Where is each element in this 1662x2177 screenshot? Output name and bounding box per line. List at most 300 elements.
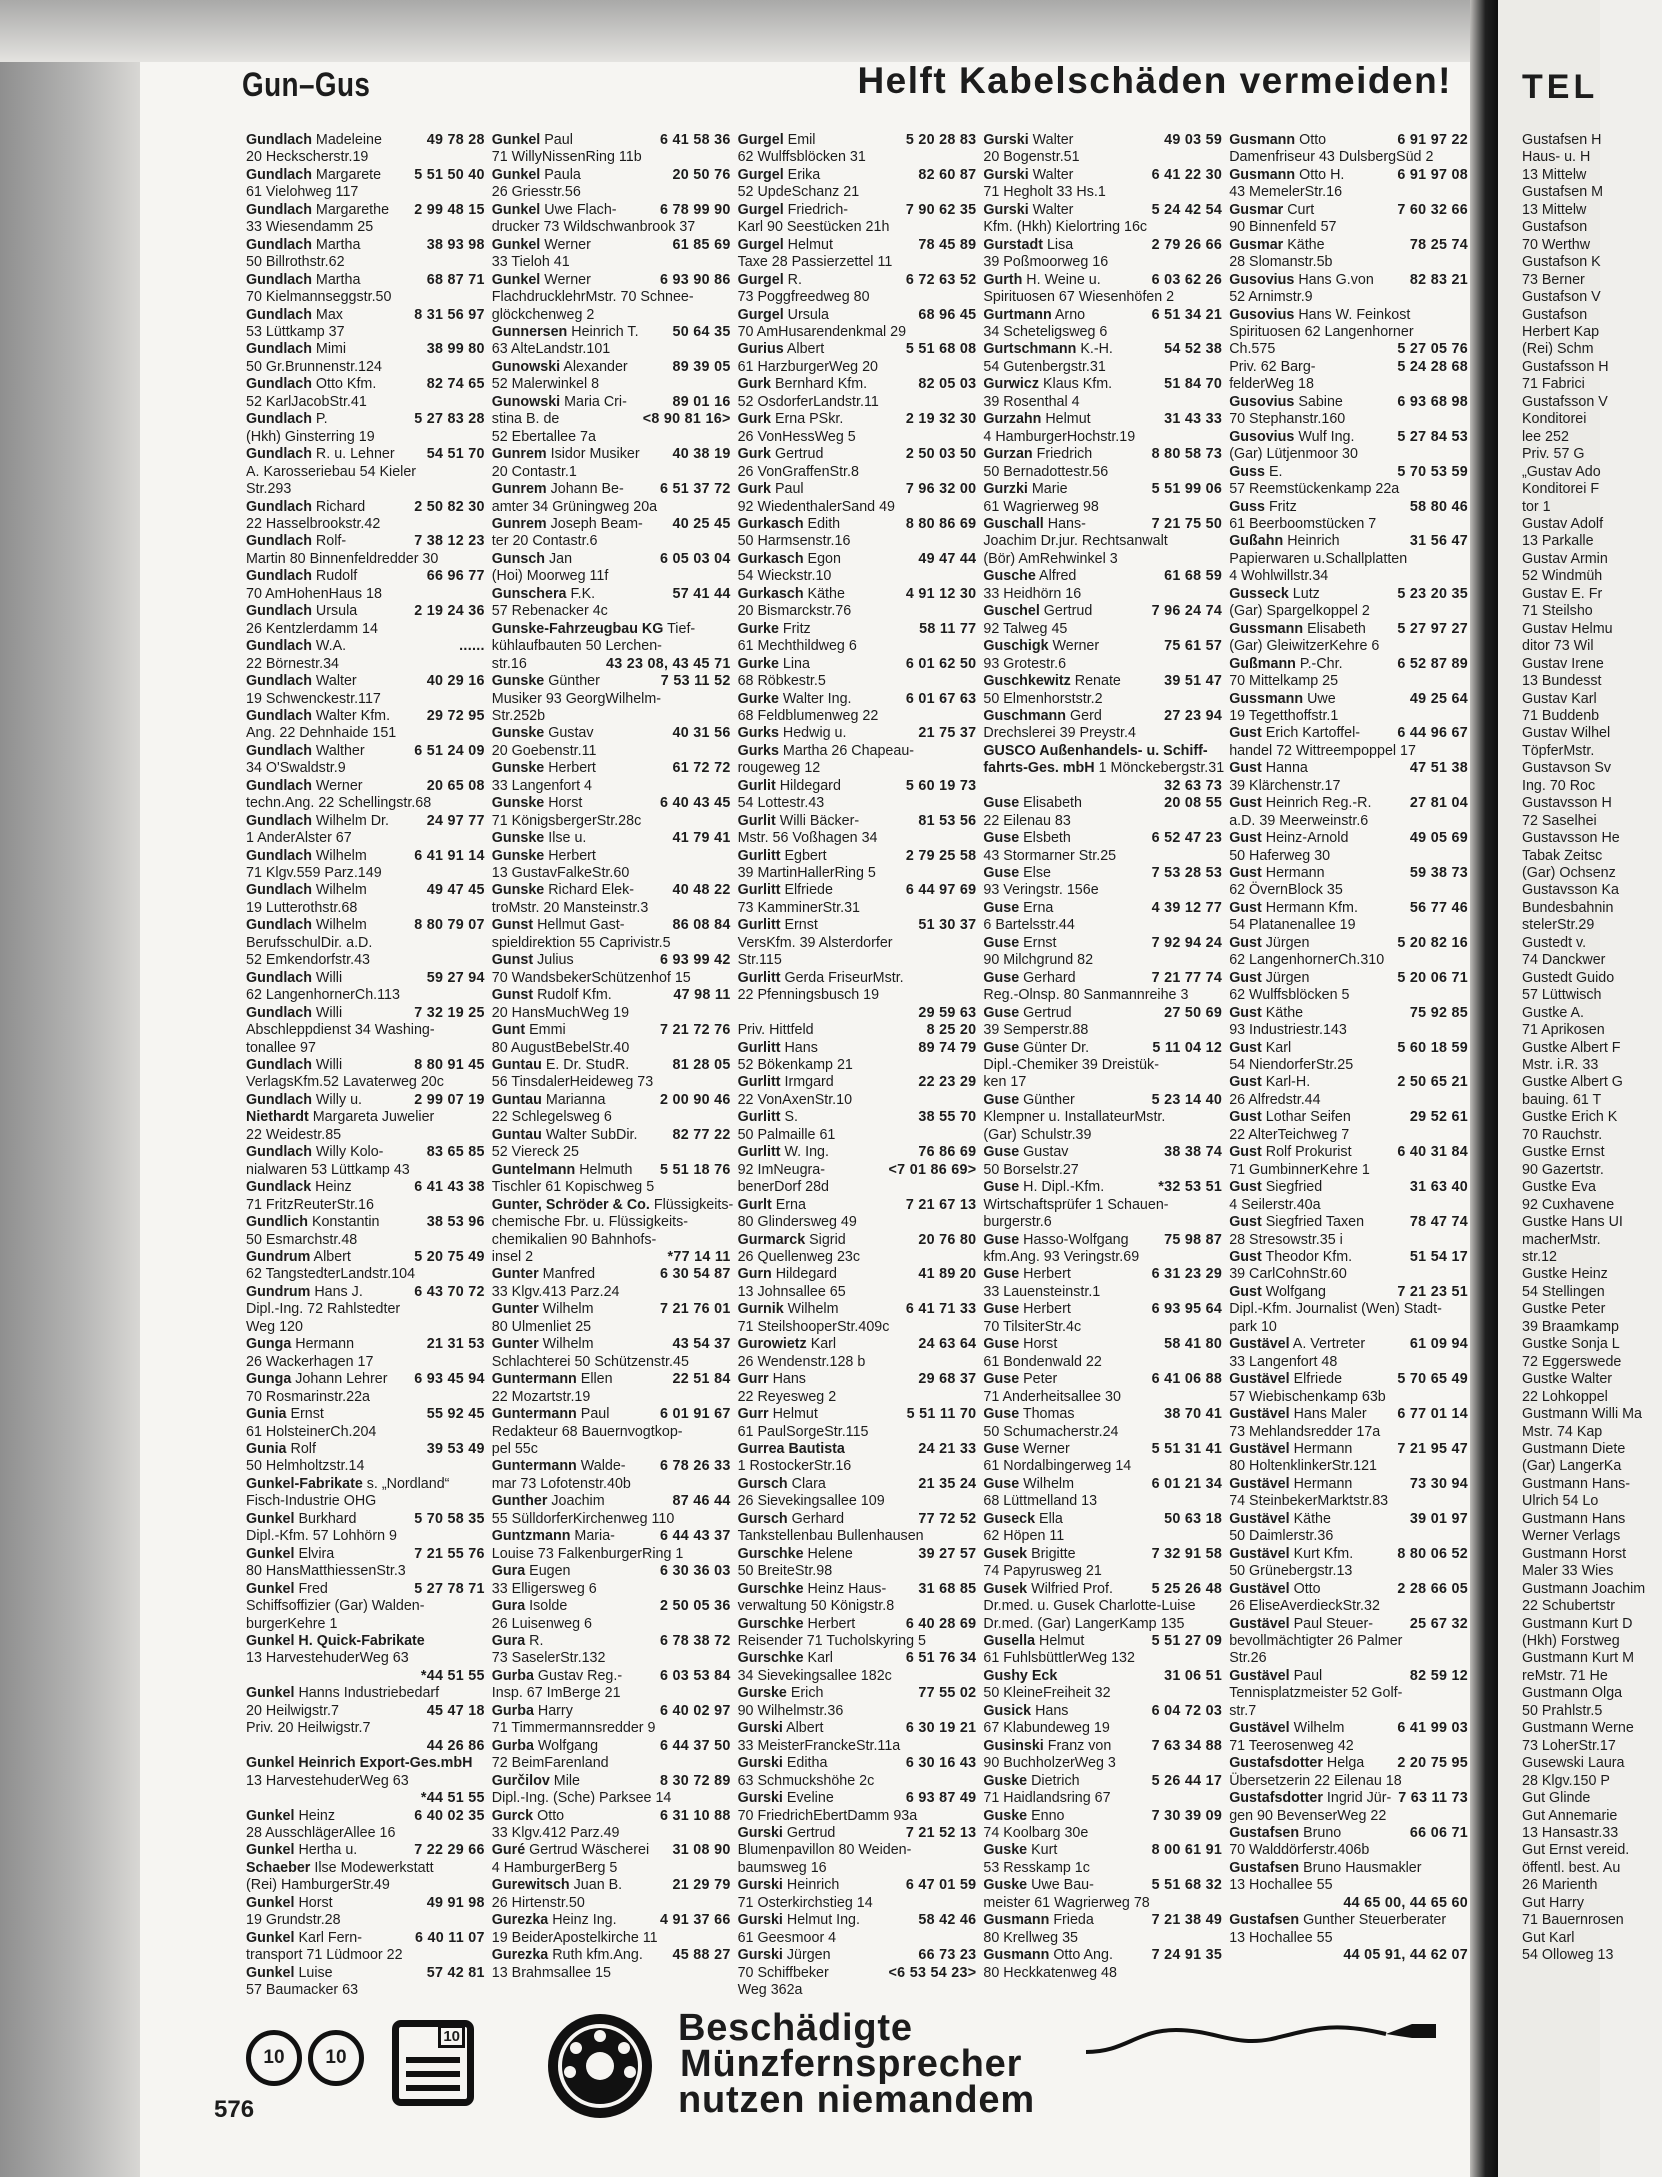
directory-entry [1229, 900, 1468, 917]
phone-number: 6 91 97 08 [1397, 166, 1468, 183]
directory-entry [1229, 149, 1468, 166]
entry-surname: Gurmarck [737, 1231, 806, 1248]
directory-entry [738, 656, 977, 673]
next-page-line: Gustke Albert F [1522, 1039, 1621, 1056]
entry-details: Flüssigkeits- [653, 1196, 734, 1213]
directory-entry [738, 970, 977, 987]
entry-details: chemische Fbr. u. Flüssigkeits- [491, 1214, 689, 1231]
entry-details: Gertrud [1043, 603, 1093, 620]
entry-surname: Gunske [491, 725, 545, 742]
directory-entry [983, 1511, 1222, 1528]
phone-number: 81 53 56 [918, 812, 977, 829]
next-page-line: Gut Karl [1522, 1929, 1575, 1946]
next-page-line: 73 Berner [1522, 271, 1585, 288]
entry-details: burgerstr.6 [983, 1214, 1052, 1231]
entry-details: Lina [782, 655, 810, 672]
entry-details: Otto H. [1299, 166, 1345, 183]
directory-column-2 [491, 132, 734, 1998]
entry-surname: Gundlack [246, 1179, 312, 1196]
phone-number: 31 68 85 [918, 1580, 977, 1597]
directory-entry [738, 499, 977, 516]
next-page-line: Gustmann Joachim [1522, 1580, 1646, 1597]
directory-entry [1229, 568, 1468, 585]
entry-details: Gerda FriseurMstr. [784, 969, 904, 986]
phone-number: 50 64 35 [672, 323, 731, 340]
next-page-line: 54 Olloweg 13 [1522, 1947, 1614, 1964]
directory-entry [1229, 219, 1468, 236]
directory-entry [1229, 1720, 1468, 1737]
phone-number: 4 91 12 30 [905, 585, 977, 602]
entry-details: Kfm. (Hkh) Kielortring 16c [983, 219, 1148, 236]
phone-number: 6 52 87 89 [1397, 655, 1468, 672]
entry-details: 19 BeiderApostelkirche 11 [491, 1929, 658, 1946]
entry-details: amter 34 Grüningweg 20a [491, 498, 658, 515]
entry-details: Werner [1052, 638, 1100, 655]
entry-details: spieldirektion 55 Caprivistr.5 [491, 934, 671, 951]
entry-surname: Gundlach [246, 638, 312, 655]
entry-details: Gertrud [1023, 1004, 1072, 1021]
entry-details: 33 Langenfort 4 [491, 777, 592, 794]
directory-entry [1229, 289, 1468, 306]
directory-entry [983, 1179, 1222, 1196]
directory-entry [246, 778, 485, 795]
entry-details: 71 Hegholt 33 Hs.1 [983, 184, 1106, 201]
entry-details: Eveline [786, 1790, 834, 1807]
entry-surname: Gustävel [1229, 1336, 1290, 1353]
directory-entry [983, 533, 1222, 550]
directory-entry [492, 1057, 731, 1074]
entry-details: str.7 [1229, 1702, 1257, 1719]
directory-entry [246, 568, 485, 585]
entry-surname: Gundlach [246, 969, 312, 986]
entry-surname: GUSCO Außenhandels- u. Schiff- [983, 742, 1208, 759]
entry-details: Heinz Ing. [552, 1912, 617, 1929]
directory-entry [246, 237, 485, 254]
entry-details: 39 Rosenthal 4 [983, 393, 1080, 410]
directory-entry [492, 900, 731, 917]
entry-details: 50 Bernadottestr.56 [983, 463, 1109, 480]
entry-surname: Gustafsen [1229, 1824, 1300, 1841]
entry-details: 70 Rosmarinstr.22a [246, 1388, 370, 1405]
entry-details: 93 Industriestr.143 [1229, 1022, 1347, 1039]
entry-details: Albert [313, 1249, 351, 1265]
entry-details: Gerhard [791, 1510, 845, 1527]
entry-details: Ella [1039, 1510, 1063, 1527]
directory-entry [1229, 1895, 1468, 1912]
directory-entry [246, 1598, 485, 1615]
entry-surname: Gundlach [246, 341, 312, 358]
directory-entry [738, 882, 977, 899]
phone-number: <8 90 81 16> [642, 411, 731, 428]
entry-surname: Gunske [491, 830, 545, 847]
entry-surname: Gunter [491, 1301, 539, 1318]
phone-number: 6 93 99 42 [660, 952, 731, 969]
directory-entry [492, 865, 731, 882]
directory-entry [738, 1528, 977, 1545]
directory-entry [738, 1319, 977, 1336]
entry-details: Käthe [1293, 1510, 1331, 1527]
directory-entry [738, 1301, 977, 1318]
directory-entry [1229, 1074, 1468, 1091]
entry-details: 61 Mechthildweg 6 [737, 638, 857, 655]
directory-entry [246, 1528, 485, 1545]
next-page-line: 70 Werthw [1522, 236, 1591, 253]
entry-details: Str.26 [1229, 1650, 1267, 1667]
directory-entry [492, 1127, 731, 1144]
entry-surname: Gunkel [246, 1685, 295, 1702]
entry-details: transport 71 Lüdmoor 22 [246, 1947, 403, 1964]
entry-details: 52 KarlJacobStr.41 [246, 393, 367, 410]
entry-surname: Gurschke [737, 1580, 804, 1597]
directory-entry [492, 1162, 731, 1179]
directory-entry [738, 1057, 977, 1074]
entry-surname: Gurski [737, 1912, 783, 1929]
directory-entry [983, 1947, 1222, 1964]
phone-number: 7 63 34 88 [1151, 1737, 1223, 1754]
entry-surname: Gundrum [246, 1249, 311, 1265]
phone-number: 29 72 95 [426, 707, 485, 724]
phone-number: 6 41 43 38 [414, 1179, 485, 1196]
phone-number: 31 06 51 [1164, 1667, 1223, 1684]
entry-surname: Guse [983, 830, 1020, 847]
phone-number: 49 91 98 [426, 1894, 485, 1911]
page-number: 576 [214, 2096, 255, 2123]
phonebox-label: 10 [438, 2025, 465, 2048]
directory-entry [738, 411, 977, 428]
phone-number: 38 38 74 [1164, 1144, 1223, 1161]
entry-details: Julius [537, 952, 574, 969]
directory-entry [492, 1371, 731, 1388]
entry-surname: Gunske [491, 760, 545, 777]
entry-details: Erna PSkr. [774, 411, 844, 428]
directory-entry [246, 272, 485, 289]
directory-entry [1229, 1144, 1468, 1161]
entry-surname: Gurlit [737, 812, 776, 829]
entry-surname: Guré [491, 1842, 526, 1859]
entry-details: R. u. Lehner [315, 446, 395, 463]
directory-entry [738, 1808, 977, 1825]
directory-entry [492, 1825, 731, 1842]
directory-entry [246, 691, 485, 708]
next-page-line: 13 Bundesst [1522, 673, 1602, 690]
directory-entry [492, 1685, 731, 1702]
directory-entry [983, 1685, 1222, 1702]
phone-number: 56 77 46 [1409, 899, 1468, 916]
phone-number: 6 40 43 45 [660, 795, 731, 812]
entry-surname: Gurowietz [737, 1336, 807, 1353]
entry-details: Arno [1054, 306, 1086, 323]
phone-number: 78 45 89 [918, 236, 977, 253]
directory-entry [1229, 1162, 1468, 1179]
directory-entry [492, 1808, 731, 1825]
phone-number: 5 27 05 76 [1397, 341, 1468, 358]
phone-number: 73 30 94 [1409, 1475, 1468, 1492]
entry-details: 26 Quellenweg 23c [737, 1249, 860, 1265]
directory-entry [246, 1755, 485, 1772]
entry-details: Ernst [1023, 934, 1057, 951]
entry-details: Albert [786, 341, 825, 358]
directory-entry [492, 1109, 731, 1126]
directory-entry [1229, 1930, 1468, 1947]
entry-surname: Guse [983, 1475, 1020, 1492]
directory-entry [492, 882, 731, 899]
entry-details: 50 Esmarchstr.48 [246, 1231, 358, 1248]
next-page-line: Gustav Wilhel [1522, 725, 1611, 742]
directory-entry [246, 882, 485, 899]
entry-details: Erika [787, 166, 821, 183]
directory-entry [738, 952, 977, 969]
directory-entry [492, 1022, 731, 1039]
directory-entry [738, 1214, 977, 1231]
entry-details: 70 Schiffbeker [737, 1964, 829, 1981]
directory-entry [983, 411, 1222, 428]
entry-surname: Gunske [491, 673, 545, 690]
entry-details: Renate [1074, 673, 1121, 690]
entry-surname: Gursch [737, 1510, 788, 1527]
directory-entry [492, 132, 731, 149]
entry-surname: Gurlitt [737, 1144, 781, 1161]
entry-details: Irmgard [784, 1074, 834, 1091]
entry-details: 55 SülldorferKirchenweg 110 [491, 1510, 675, 1527]
entry-details: 50 Schumacherstr.24 [983, 1423, 1119, 1440]
directory-entry [246, 1336, 485, 1353]
entry-details: Isolde [529, 1598, 568, 1615]
directory-entry [1229, 603, 1468, 620]
directory-entry [738, 1790, 977, 1807]
entry-surname: Gurtschmann [983, 341, 1077, 358]
directory-entry [1229, 691, 1468, 708]
phone-number: 86 08 84 [672, 917, 731, 934]
entry-details: Karl [810, 1336, 837, 1353]
entry-details: Jan [549, 550, 573, 567]
phone-number: 6 77 01 14 [1397, 1406, 1468, 1423]
entry-details: 34 Sievekingsallee 182c [737, 1667, 892, 1684]
entry-details: Heinrich [786, 1877, 840, 1894]
entry-surname: Gundlach [246, 498, 312, 515]
phone-number: 2 50 05 36 [660, 1598, 731, 1615]
entry-surname: Gunske [491, 795, 545, 812]
entry-details: Käthe [807, 585, 845, 602]
next-page-entries [1522, 132, 1662, 1965]
directory-entry [246, 1650, 485, 1667]
next-page-line: Gustafsen M [1522, 184, 1604, 201]
entry-surname: Gurski [983, 132, 1029, 148]
next-page-line: lee 252 [1522, 428, 1569, 445]
next-page-line: Gustke A. [1522, 1004, 1584, 1021]
next-page-line: Mstr. i.R. 33 [1522, 1057, 1599, 1074]
entry-details: Willi Bäcker- [779, 812, 860, 829]
phone-number: 6 51 37 72 [660, 481, 731, 498]
entry-surname: Gunkel [246, 1842, 295, 1859]
phone-number: 51 84 70 [1164, 376, 1223, 393]
phone-number: *44 51 55 [420, 1790, 485, 1807]
entry-details: 39 Semperstr.88 [983, 1022, 1089, 1039]
entry-surname: Gunkel [246, 1807, 295, 1824]
directory-entry [983, 1528, 1222, 1545]
phone-number: 2 99 07 19 [414, 1091, 485, 1108]
entry-details: Drechslerei 39 Preystr.4 [983, 725, 1136, 742]
entry-details: Walter SubDir. [545, 1126, 638, 1143]
phone-number: 24 63 64 [918, 1336, 977, 1353]
directory-entry [246, 1109, 485, 1126]
entry-surname: Gurgel [737, 306, 784, 323]
directory-entry [246, 1424, 485, 1441]
phone-number: 44 26 86 [426, 1737, 485, 1754]
entry-surname: Gurske [737, 1685, 787, 1702]
entry-details: Alexander [563, 358, 628, 375]
phone-number: 31 63 40 [1409, 1179, 1468, 1196]
next-page-line: Ing. 70 Roc [1522, 777, 1596, 794]
directory-entry [246, 743, 485, 760]
directory-entry [738, 132, 977, 149]
phone-number: 50 63 18 [1164, 1510, 1223, 1527]
entry-details: 71 Haidlandsring 67 [983, 1790, 1111, 1807]
entry-surname: Gurgel [737, 201, 784, 218]
entry-details: 39 CarlCohnStr.60 [1229, 1266, 1347, 1283]
directory-entry [492, 1860, 731, 1877]
directory-entry [1229, 1703, 1468, 1720]
entry-surname: Gunschera [491, 585, 567, 602]
entry-details: Lutz [1292, 585, 1320, 602]
directory-entry [492, 237, 731, 254]
directory-entry [983, 1389, 1222, 1406]
directory-entry [738, 1877, 977, 1894]
entry-details: Weg 362a [737, 1982, 803, 1999]
entry-details: Hedwig u. [782, 725, 847, 742]
phone-number: 6 44 96 67 [1397, 725, 1468, 742]
entry-details: Wilhelm [1023, 1475, 1074, 1492]
entry-surname: Gusmar [1229, 236, 1284, 253]
entry-details: 61 HarzburgerWeg 20 [737, 358, 878, 375]
entry-surname: Gunnersen [491, 323, 568, 340]
directory-entry [246, 1144, 485, 1161]
entry-details: Hans [784, 1039, 818, 1056]
entry-details: 67 Klabundeweg 19 [983, 1720, 1110, 1737]
entry-surname: Gustävel [1229, 1545, 1290, 1562]
directory-entry [492, 917, 731, 934]
entry-details: 70 Mittelkamp 25 [1229, 673, 1339, 690]
entry-details: 20 Heckscherstr.19 [246, 149, 369, 166]
directory-entry [246, 1197, 485, 1214]
entry-details: Günther [548, 673, 600, 690]
directory-entry [983, 1284, 1222, 1301]
entry-details: Herbert [548, 847, 596, 864]
phone-number: 6 01 91 67 [660, 1406, 731, 1423]
directory-entry [738, 1860, 977, 1877]
entry-details: Wulf Ing. [1298, 428, 1355, 445]
directory-entry [738, 1773, 977, 1790]
directory-entry [492, 795, 731, 812]
next-page-line: 13 Hansastr.33 [1522, 1824, 1619, 1841]
entry-surname: Gundlach [246, 201, 312, 218]
phone-number: 6 31 10 88 [660, 1807, 731, 1824]
entry-details: Hans Maler [1293, 1406, 1367, 1423]
entry-details: 13 Hochallee 55 [1229, 1929, 1333, 1946]
entry-details: Siegfried [1265, 1179, 1323, 1196]
entry-details: (Gar) GleiwitzerKehre 6 [1229, 638, 1380, 655]
next-page-line: TöpferMstr. [1522, 742, 1595, 759]
entry-details: VerlagsKfm.52 Lavaterweg 20c [246, 1074, 444, 1091]
entry-details: Johann Be- [550, 481, 624, 498]
next-page-line: Gustke Erich K [1522, 1109, 1618, 1126]
ad-line-3: nutzen niemandem [678, 2079, 1035, 2121]
entry-details: Klempner u. InstallateurMstr. [983, 1109, 1166, 1126]
entry-surname: Gurschke [737, 1650, 804, 1667]
entry-details: Hans [1035, 1702, 1069, 1719]
directory-entry [1229, 1040, 1468, 1057]
entry-surname: Gunowski [491, 393, 561, 410]
phone-number: 6 44 97 69 [905, 882, 977, 899]
next-page-line: 22 Schubertstr [1522, 1598, 1615, 1615]
entry-details: 68 Röbkestr.5 [737, 673, 826, 690]
next-page-line: Gustav Helmu [1522, 620, 1613, 637]
next-page-line: 71 Aprikosen [1522, 1022, 1605, 1039]
phone-number: 49 47 45 [426, 882, 485, 899]
entry-details: A. Karosseriebau 54 Kieler [246, 463, 417, 480]
phone-number: 87 46 44 [672, 1493, 731, 1510]
phone-number: 82 59 12 [1409, 1667, 1468, 1684]
phone-number: 41 89 20 [918, 1266, 977, 1283]
entry-details: Werner [1023, 1440, 1070, 1457]
entry-surname: Gunrem [491, 481, 547, 498]
directory-entry [983, 900, 1222, 917]
directory-entry [1229, 1109, 1468, 1126]
entry-surname: Gurčilov [491, 1772, 550, 1789]
directory-entry [1229, 1755, 1468, 1772]
directory-entry [738, 1074, 977, 1091]
directory-entry [492, 952, 731, 969]
phone-number: 6 30 54 87 [660, 1266, 731, 1283]
entry-surname: Gurgel [737, 166, 784, 183]
entry-details: baumsweg 16 [737, 1859, 827, 1876]
directory-entry [246, 1720, 485, 1737]
next-page-line: Gustafson V [1522, 289, 1601, 306]
next-page-line: Gustke Ernst [1522, 1144, 1605, 1161]
directory-entry [1229, 1266, 1468, 1283]
phone-number: 7 63 11 73 [1398, 1790, 1468, 1807]
entry-surname: Gurlitt [737, 882, 781, 899]
phone-number: 38 53 96 [426, 1214, 485, 1231]
directory-entry [492, 1441, 731, 1458]
directory-entry [738, 725, 977, 742]
entry-surname: Gunter [491, 1336, 539, 1353]
directory-entry [983, 1232, 1222, 1249]
directory-entry [983, 1668, 1222, 1685]
directory-entry [983, 1703, 1222, 1720]
directory-entry [246, 1842, 485, 1859]
entry-surname: Gustafsen [1229, 1912, 1300, 1929]
directory-entry [983, 1581, 1222, 1598]
directory-entry [246, 1040, 485, 1057]
entry-details: 71 Anderheitsallee 30 [983, 1388, 1121, 1405]
entry-surname: Gundlach [246, 1004, 312, 1021]
entry-details: Gustav Reg.- [537, 1667, 623, 1684]
entry-surname: Gusovius [1229, 271, 1295, 288]
next-page-line: Gut Glinde [1522, 1790, 1591, 1807]
phone-number: 2 50 65 21 [1397, 1074, 1468, 1091]
ten-pfennig-coin-icon [308, 2030, 364, 2086]
entry-surname: Gurks [737, 742, 779, 759]
phone-number: 78 25 74 [1409, 236, 1468, 253]
entry-details: 13 HarvestehuderWeg 63 [246, 1772, 409, 1789]
directory-column-4 [983, 132, 1225, 1998]
entry-details: 20 Heilwigstr.7 [246, 1702, 339, 1719]
directory-entry [983, 778, 1222, 795]
next-page-line: Gustedt v. [1522, 934, 1587, 951]
entry-details: 74 Papyrusweg 21 [983, 1563, 1102, 1580]
directory-entry [246, 254, 485, 271]
entry-surname: Schaeber [246, 1859, 311, 1876]
